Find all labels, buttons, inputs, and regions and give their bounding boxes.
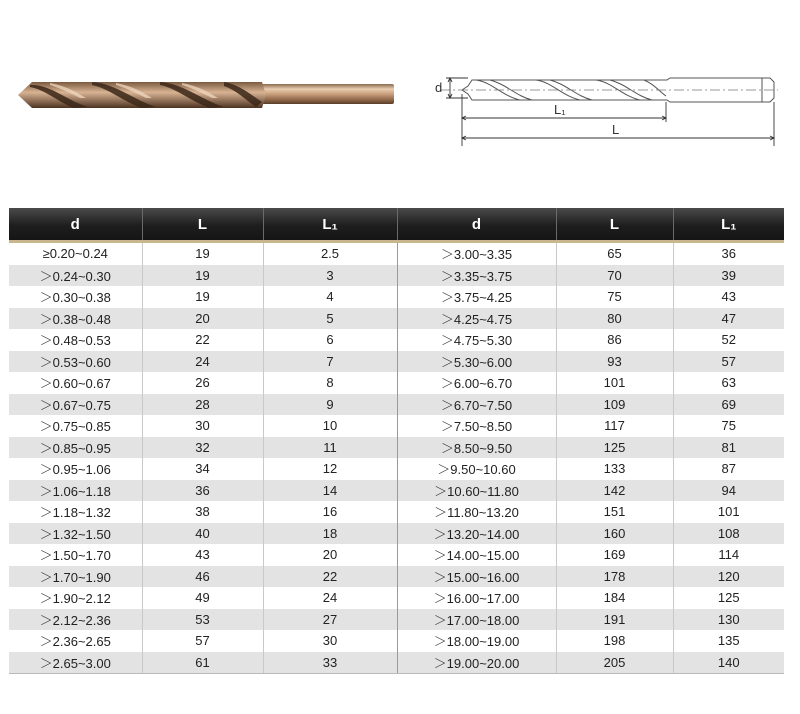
cell-overall-length: 142 — [556, 480, 673, 502]
table-row — [9, 351, 784, 373]
cell-flute-length: 87 — [673, 458, 784, 480]
cell-diameter: ＞1.70~1.90 — [9, 566, 142, 588]
cell-flute-length: 16 — [263, 501, 397, 523]
table-row — [9, 566, 784, 588]
cell-overall-length: 117 — [556, 415, 673, 437]
cell-diameter: ＞14.00~15.00 — [397, 544, 556, 566]
cell-diameter: ＞0.24~0.30 — [9, 265, 142, 287]
cell-flute-length: 47 — [673, 308, 784, 330]
cell-diameter: ＞0.30~0.38 — [9, 286, 142, 308]
cell-overall-length: 24 — [142, 351, 263, 373]
cell-flute-length: 30 — [263, 630, 397, 652]
overall-length-label: L — [612, 122, 620, 137]
table-row — [9, 480, 784, 502]
drill-bit-photo — [10, 74, 396, 116]
cell-flute-length: 4 — [263, 286, 397, 308]
cell-diameter: ＞3.00~3.35 — [397, 242, 556, 265]
cell-overall-length: 109 — [556, 394, 673, 416]
drill-dimension-diagram — [432, 66, 784, 150]
cell-overall-length: 32 — [142, 437, 263, 459]
cell-overall-length: 86 — [556, 329, 673, 351]
cell-flute-length: 114 — [673, 544, 784, 566]
cell-diameter: ＞18.00~19.00 — [397, 630, 556, 652]
cell-flute-length: 12 — [263, 458, 397, 480]
cell-diameter: ＞16.00~17.00 — [397, 587, 556, 609]
cell-flute-length: 43 — [673, 286, 784, 308]
table-row — [9, 329, 784, 351]
table-row — [9, 308, 784, 330]
cell-flute-length: 27 — [263, 609, 397, 631]
flute-length-label: L₁ — [554, 102, 566, 117]
cell-overall-length: 125 — [556, 437, 673, 459]
cell-diameter: ＞10.60~11.80 — [397, 480, 556, 502]
cell-diameter: ＞2.65~3.00 — [9, 652, 142, 674]
cell-overall-length: 46 — [142, 566, 263, 588]
cell-overall-length: 198 — [556, 630, 673, 652]
cell-flute-length: 94 — [673, 480, 784, 502]
cell-flute-length: 24 — [263, 587, 397, 609]
cell-flute-length: 3 — [263, 265, 397, 287]
cell-diameter: ≥0.20~0.24 — [9, 242, 142, 265]
cell-overall-length: 61 — [142, 652, 263, 674]
cell-overall-length: 160 — [556, 523, 673, 545]
table-row — [9, 609, 784, 631]
cell-flute-length: 52 — [673, 329, 784, 351]
table-row — [9, 372, 784, 394]
table-header-row — [9, 208, 784, 242]
cell-diameter: ＞1.90~2.12 — [9, 587, 142, 609]
cell-diameter: ＞1.32~1.50 — [9, 523, 142, 545]
cell-diameter: ＞13.20~14.00 — [397, 523, 556, 545]
table-row — [9, 501, 784, 523]
cell-flute-length: 135 — [673, 630, 784, 652]
cell-diameter: ＞0.48~0.53 — [9, 329, 142, 351]
cell-overall-length: 34 — [142, 458, 263, 480]
cell-overall-length: 53 — [142, 609, 263, 631]
cell-diameter: ＞0.85~0.95 — [9, 437, 142, 459]
cell-diameter: ＞19.00~20.00 — [397, 652, 556, 674]
cell-flute-length: 101 — [673, 501, 784, 523]
cell-flute-length: 63 — [673, 372, 784, 394]
table-row — [9, 242, 784, 265]
cell-flute-length: 140 — [673, 652, 784, 674]
cell-diameter: ＞5.30~6.00 — [397, 351, 556, 373]
cell-overall-length: 40 — [142, 523, 263, 545]
table-row — [9, 630, 784, 652]
header-overall-length: L — [142, 208, 263, 242]
diameter-label: d — [435, 80, 443, 95]
cell-flute-length: 69 — [673, 394, 784, 416]
cell-flute-length: 6 — [263, 329, 397, 351]
cell-flute-length: 20 — [263, 544, 397, 566]
cell-flute-length: 81 — [673, 437, 784, 459]
cell-diameter: ＞6.70~7.50 — [397, 394, 556, 416]
cell-diameter: ＞0.67~0.75 — [9, 394, 142, 416]
cell-overall-length: 65 — [556, 242, 673, 265]
cell-overall-length: 38 — [142, 501, 263, 523]
cell-diameter: ＞1.18~1.32 — [9, 501, 142, 523]
cell-diameter: ＞15.00~16.00 — [397, 566, 556, 588]
table-row — [9, 286, 784, 308]
cell-diameter: ＞17.00~18.00 — [397, 609, 556, 631]
cell-overall-length: 30 — [142, 415, 263, 437]
header-diameter: d — [397, 208, 556, 242]
table-row — [9, 523, 784, 545]
cell-diameter: ＞9.50~10.60 — [397, 458, 556, 480]
cell-overall-length: 205 — [556, 652, 673, 674]
cell-flute-length: 130 — [673, 609, 784, 631]
header-flute-length: L₁ — [263, 208, 397, 242]
table-row — [9, 587, 784, 609]
cell-diameter: ＞0.75~0.85 — [9, 415, 142, 437]
cell-diameter: ＞0.95~1.06 — [9, 458, 142, 480]
cell-flute-length: 5 — [263, 308, 397, 330]
cell-flute-length: 120 — [673, 566, 784, 588]
cell-overall-length: 19 — [142, 265, 263, 287]
cell-overall-length: 22 — [142, 329, 263, 351]
cell-overall-length: 28 — [142, 394, 263, 416]
table-row — [9, 437, 784, 459]
cell-overall-length: 36 — [142, 480, 263, 502]
cell-overall-length: 151 — [556, 501, 673, 523]
cell-diameter: ＞2.36~2.65 — [9, 630, 142, 652]
table-row — [9, 265, 784, 287]
cell-overall-length: 57 — [142, 630, 263, 652]
cell-overall-length: 19 — [142, 242, 263, 265]
cell-diameter: ＞7.50~8.50 — [397, 415, 556, 437]
cell-flute-length: 2.5 — [263, 242, 397, 265]
cell-overall-length: 49 — [142, 587, 263, 609]
cell-diameter: ＞1.06~1.18 — [9, 480, 142, 502]
cell-flute-length: 39 — [673, 265, 784, 287]
cell-overall-length: 19 — [142, 286, 263, 308]
cell-overall-length: 178 — [556, 566, 673, 588]
cell-diameter: ＞6.00~6.70 — [397, 372, 556, 394]
cell-diameter: ＞8.50~9.50 — [397, 437, 556, 459]
cell-flute-length: 22 — [263, 566, 397, 588]
table-row — [9, 544, 784, 566]
cell-flute-length: 7 — [263, 351, 397, 373]
cell-overall-length: 184 — [556, 587, 673, 609]
cell-overall-length: 93 — [556, 351, 673, 373]
cell-diameter: ＞3.75~4.25 — [397, 286, 556, 308]
cell-overall-length: 169 — [556, 544, 673, 566]
cell-diameter: ＞0.53~0.60 — [9, 351, 142, 373]
cell-overall-length: 80 — [556, 308, 673, 330]
table-row — [9, 458, 784, 480]
cell-diameter: ＞4.75~5.30 — [397, 329, 556, 351]
cell-flute-length: 8 — [263, 372, 397, 394]
cell-flute-length: 33 — [263, 652, 397, 674]
cell-overall-length: 75 — [556, 286, 673, 308]
cell-flute-length: 9 — [263, 394, 397, 416]
cell-overall-length: 101 — [556, 372, 673, 394]
cell-flute-length: 11 — [263, 437, 397, 459]
header-overall-length: L — [556, 208, 673, 242]
cell-flute-length: 57 — [673, 351, 784, 373]
cell-overall-length: 43 — [142, 544, 263, 566]
cell-diameter: ＞0.60~0.67 — [9, 372, 142, 394]
cell-overall-length: 133 — [556, 458, 673, 480]
cell-overall-length: 20 — [142, 308, 263, 330]
cell-flute-length: 14 — [263, 480, 397, 502]
cell-flute-length: 75 — [673, 415, 784, 437]
cell-diameter: ＞4.25~4.75 — [397, 308, 556, 330]
cell-flute-length: 125 — [673, 587, 784, 609]
cell-diameter: ＞2.12~2.36 — [9, 609, 142, 631]
table-row — [9, 415, 784, 437]
cell-overall-length: 26 — [142, 372, 263, 394]
cell-diameter: ＞11.80~13.20 — [397, 501, 556, 523]
cell-diameter: ＞0.38~0.48 — [9, 308, 142, 330]
header-flute-length: L₁ — [673, 208, 784, 242]
table-row — [9, 394, 784, 416]
cell-flute-length: 18 — [263, 523, 397, 545]
cell-diameter: ＞1.50~1.70 — [9, 544, 142, 566]
cell-flute-length: 36 — [673, 242, 784, 265]
table-row — [9, 652, 784, 674]
cell-diameter: ＞3.35~3.75 — [397, 265, 556, 287]
cell-flute-length: 108 — [673, 523, 784, 545]
cell-overall-length: 191 — [556, 609, 673, 631]
cell-overall-length: 70 — [556, 265, 673, 287]
drill-spec-table — [9, 208, 784, 674]
header-diameter: d — [9, 208, 142, 242]
cell-flute-length: 10 — [263, 415, 397, 437]
